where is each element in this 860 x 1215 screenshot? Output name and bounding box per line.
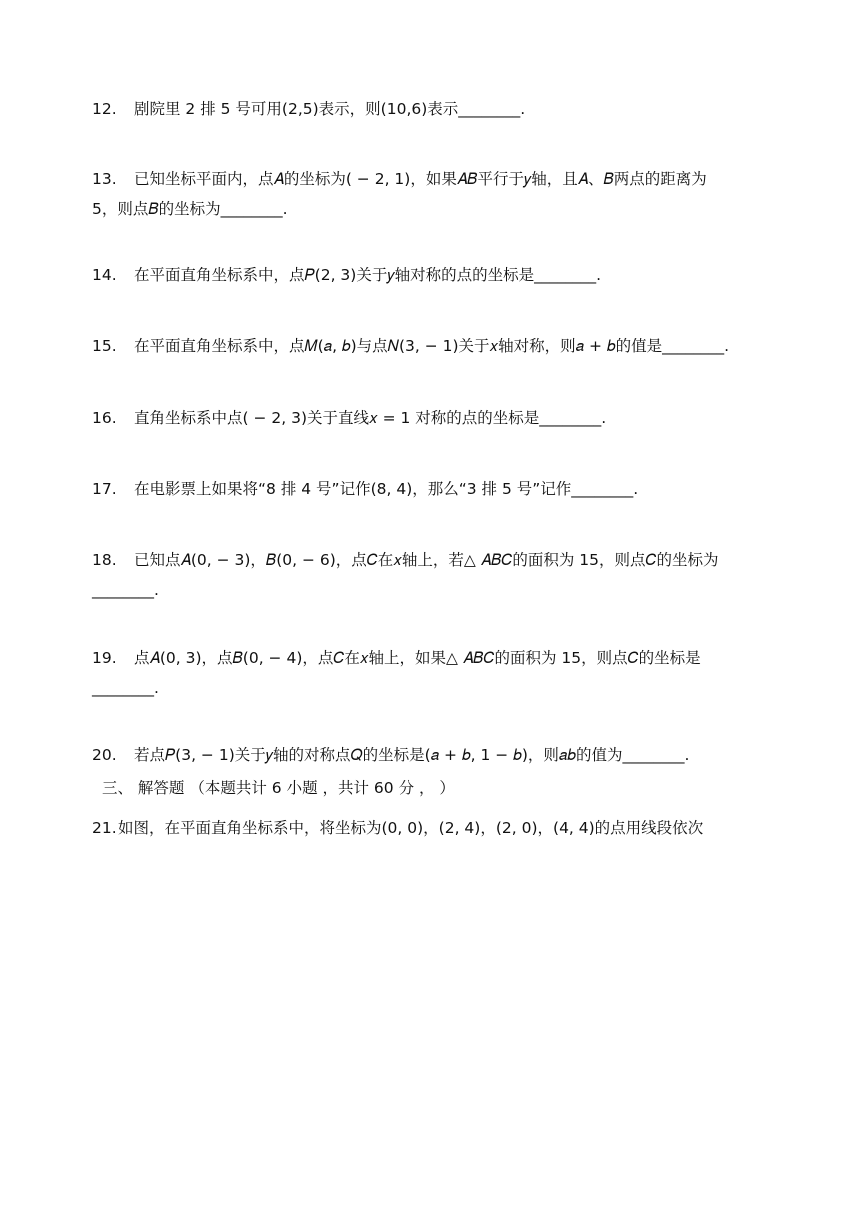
question-number: 18. [92, 551, 117, 569]
question-text-line1: 已知点𝐴(0, − 3)，𝐵(0, − 6)，点𝐶在𝑥轴上，若△ 𝐴𝐵𝐶的面积为 15，则点𝐶的坐标为 [134, 551, 719, 569]
question-number: 15. [92, 337, 117, 355]
question-17 [92, 474, 782, 504]
question-16 [92, 403, 782, 433]
question-19-continued [92, 673, 782, 703]
question-number: 20. [92, 746, 117, 764]
question-18-continued [92, 575, 782, 605]
question-text: 在电影票上如果将“8 排 4 号”记作(8, 4)，那么“3 排 5 号”记作________. [134, 480, 639, 498]
question-text-line1: 点𝐴(0, 3)，点𝐵(0, − 4)，点𝐶在𝑥轴上，如果△ 𝐴𝐵𝐶的面积为 15，则点𝐶的坐标是 [134, 649, 701, 667]
section-title: 三、 解答题 （本题共计 6 小题 ，共计 60 分 ， ） [102, 779, 455, 797]
question-18 [92, 545, 782, 575]
question-text-line2: ________. [92, 581, 159, 599]
question-number: 17. [92, 480, 117, 498]
question-text: 如图，在平面直角坐标系中，将坐标为(0, 0)，(2, 4)，(2, 0)，(4, 4)的点用线段依次 [118, 819, 704, 837]
question-text-line2: ________. [92, 679, 159, 697]
question-text-line1: 已知坐标平面内，点𝐴的坐标为( − 2, 1)，如果𝐴𝐵平行于𝑦轴，且𝐴、𝐵两点的距离为 [134, 170, 707, 188]
question-19 [92, 643, 782, 673]
question-text: 剧院里 2 排 5 号可用(2,5)表示，则(10,6)表示________. [134, 100, 526, 118]
question-number: 21. [92, 819, 117, 837]
question-number: 12. [92, 100, 117, 118]
question-number: 19. [92, 649, 117, 667]
question-number: 14. [92, 266, 117, 284]
question-text: 在平面直角坐标系中，点𝑀(𝑎, 𝑏)与点𝑁(3, − 1)关于𝑥轴对称，则𝑎 + 𝑏的值是________. [134, 337, 730, 355]
question-12 [92, 94, 782, 124]
question-20 [92, 740, 782, 770]
question-number: 16. [92, 409, 117, 427]
question-text-line2: 5，则点𝐵的坐标为________. [92, 200, 288, 218]
question-15 [92, 331, 792, 361]
question-text: 若点𝑃(3, − 1)关于𝑦轴的对称点𝑄的坐标是(𝑎 + 𝑏, 1 − 𝑏)，则𝑎𝑏的值为________. [134, 746, 690, 764]
question-text: 在平面直角坐标系中，点𝑃(2, 3)关于𝑦轴对称的点的坐标是________. [134, 266, 602, 284]
section-3-heading [102, 773, 455, 803]
question-number: 13. [92, 170, 117, 188]
question-21 [92, 813, 782, 843]
question-13 [92, 164, 782, 194]
question-text: 直角坐标系中点( − 2, 3)关于直线𝑥 = 1 对称的点的坐标是________. [134, 409, 607, 427]
question-13-continued [92, 194, 782, 224]
question-14 [92, 260, 782, 290]
